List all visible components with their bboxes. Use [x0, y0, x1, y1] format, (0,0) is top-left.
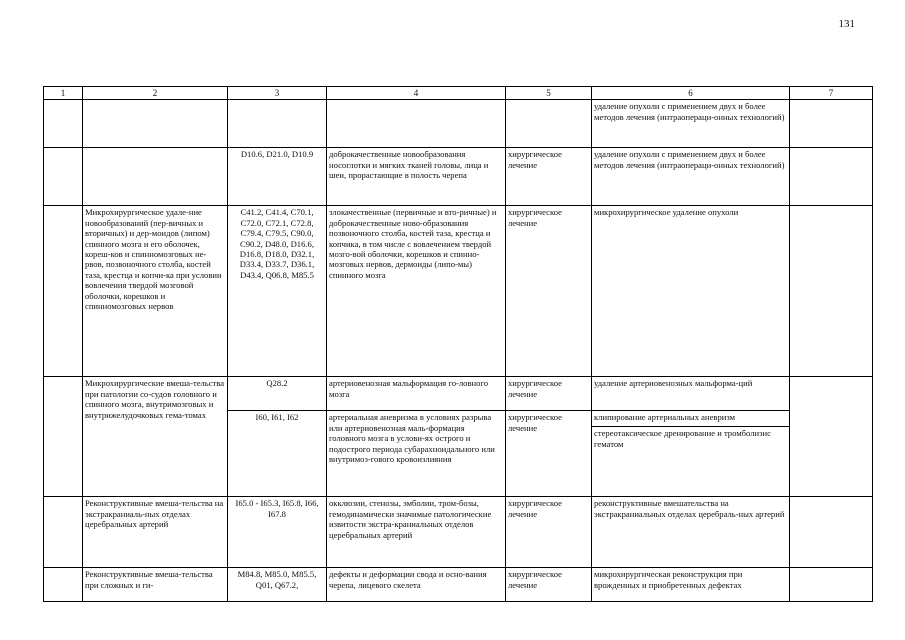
cell	[44, 497, 83, 568]
cell	[327, 100, 506, 148]
icd-codes-cell: Q28.2	[228, 377, 327, 411]
medical-procedures-table	[43, 86, 873, 602]
cell	[44, 377, 83, 497]
icd-codes-cell: M84.8, M85.0, M85.5, Q01, Q67.2,	[228, 568, 327, 602]
procedure-name-cell: Микрохирургическое удале-ние новообразований (пер-вичных и вторичных) и дер-моидов (липом) спинного мозга и его оболочек, кореш-ков и спинномозговых не-рвов, позвоночного столба, костей таза, крестца и копчи-ка при условии вовлечения твердой мозговой оболочки, корешков и спинномозговых нервов	[83, 206, 228, 377]
treatment-type-cell: хирургическое лечение	[506, 568, 592, 602]
diagnosis-cell: окклюзии, стенозы, эмболии, тром-бозы, гемодинамически значимые патологические извитости экстра-краниальных отделов церебральных артерий	[327, 497, 506, 568]
cell	[83, 100, 228, 148]
treatment-method-cell: микрохирургическая реконструкция при врожденных и приобретенных дефектах	[592, 568, 790, 602]
diagnosis-cell: артериальная аневризма в условиях разрыва или артериовенозная маль-формация головного мозга в услови-ях острого и подострого периода субарахноидального или внутримоз-гового кровоизлияния	[327, 411, 506, 497]
col-header-3: 3	[228, 87, 327, 100]
icd-codes-cell: I60, I61, I62	[228, 411, 327, 497]
treatment-type-cell: хирургическое лечение	[506, 497, 592, 568]
cell	[790, 206, 873, 377]
col-header-4: 4	[327, 87, 506, 100]
table-row	[44, 206, 873, 377]
treatment-type-cell: хирургическое лечение	[506, 411, 592, 497]
table-row	[44, 377, 873, 411]
table-row	[44, 100, 873, 148]
procedure-name-cell: Реконструктивные вмеша-тельства при сложных и ги-	[83, 568, 228, 602]
icd-codes-cell: D10.6, D21.0, D10.9	[228, 148, 327, 206]
cell	[790, 100, 873, 148]
cell	[790, 377, 873, 497]
cell	[790, 148, 873, 206]
cell	[44, 568, 83, 602]
cell	[506, 100, 592, 148]
table-row	[44, 148, 873, 206]
table-row	[44, 568, 873, 602]
treatment-method-cell: клипирование артериальных аневризм	[592, 411, 790, 427]
treatment-type-cell: хирургическое лечение	[506, 206, 592, 377]
col-header-1: 1	[44, 87, 83, 100]
diagnosis-cell: артериовенозная мальформация го-ловного мозга	[327, 377, 506, 411]
cell	[228, 100, 327, 148]
diagnosis-cell: злокачественные (первичные и вто-ричные) и доброкачественные ново-образования позвоночного столба, костей таза, крестца и копчика, в том числе с вовлечением твердой мозго-вой оболочки, корешков и спинно-мозговых нервов, дермоиды (липо-мы) спинного мозга	[327, 206, 506, 377]
col-header-5: 5	[506, 87, 592, 100]
page-number: 131	[838, 18, 855, 30]
diagnosis-cell: дефекты и деформации свода и осно-вания черепа, лицевого скелета	[327, 568, 506, 602]
cell	[44, 148, 83, 206]
treatment-method-cell: микрохирургическое удаление опухоли	[592, 206, 790, 377]
treatment-method-cell: реконструктивные вмешательства на экстракраниальных отделах церебраль-ных артерий	[592, 497, 790, 568]
col-header-2: 2	[83, 87, 228, 100]
cell	[790, 568, 873, 602]
diagnosis-cell: доброкачественные новообразования носоглотки и мягких тканей головы, лица и шеи, прорастающие в полость черепа	[327, 148, 506, 206]
treatment-method-cell: стереотаксическое дренирование и тромболизис гематом	[592, 427, 790, 497]
treatment-method-cell: удаление опухоли с применением двух и более методов лечения (интраопераци-онных технологий)	[592, 100, 790, 148]
icd-codes-cell: I65.0 - I65.3, I65.8, I66, I67.8	[228, 497, 327, 568]
cell	[790, 497, 873, 568]
treatment-type-cell: хирургическое лечение	[506, 148, 592, 206]
cell	[83, 148, 228, 206]
procedure-name-cell: Реконструктивные вмеша-тельства на экстракраниаль-ных отделах церебральных артерий	[83, 497, 228, 568]
treatment-method-cell: удаление опухоли с применением двух и более методов лечения (интраопераци-онных технологий)	[592, 148, 790, 206]
treatment-type-cell: хирургическое лечение	[506, 377, 592, 411]
treatment-method-cell: удаление артериовенозных мальформа-ций	[592, 377, 790, 411]
procedure-name-cell: Микрохирургические вмеша-тельства при патологии со-судов головного и спинного мозга, внутримозговых и внутрижелудочковых гема-томах	[83, 377, 228, 497]
icd-codes-cell: C41.2, C41.4, C70.1, C72.0, C72.1, C72.8, C79.4, C79.5, C90.0, C90.2, D48.0, D16.6, D16.8, D18.0, D32.1, D33.4, D33.7, D36.1, D43.4, Q06.8, M85.5	[228, 206, 327, 377]
col-header-7: 7	[790, 87, 873, 100]
cell	[44, 206, 83, 377]
cell	[44, 100, 83, 148]
table-row	[44, 497, 873, 568]
col-header-6: 6	[592, 87, 790, 100]
header-row	[44, 87, 873, 100]
